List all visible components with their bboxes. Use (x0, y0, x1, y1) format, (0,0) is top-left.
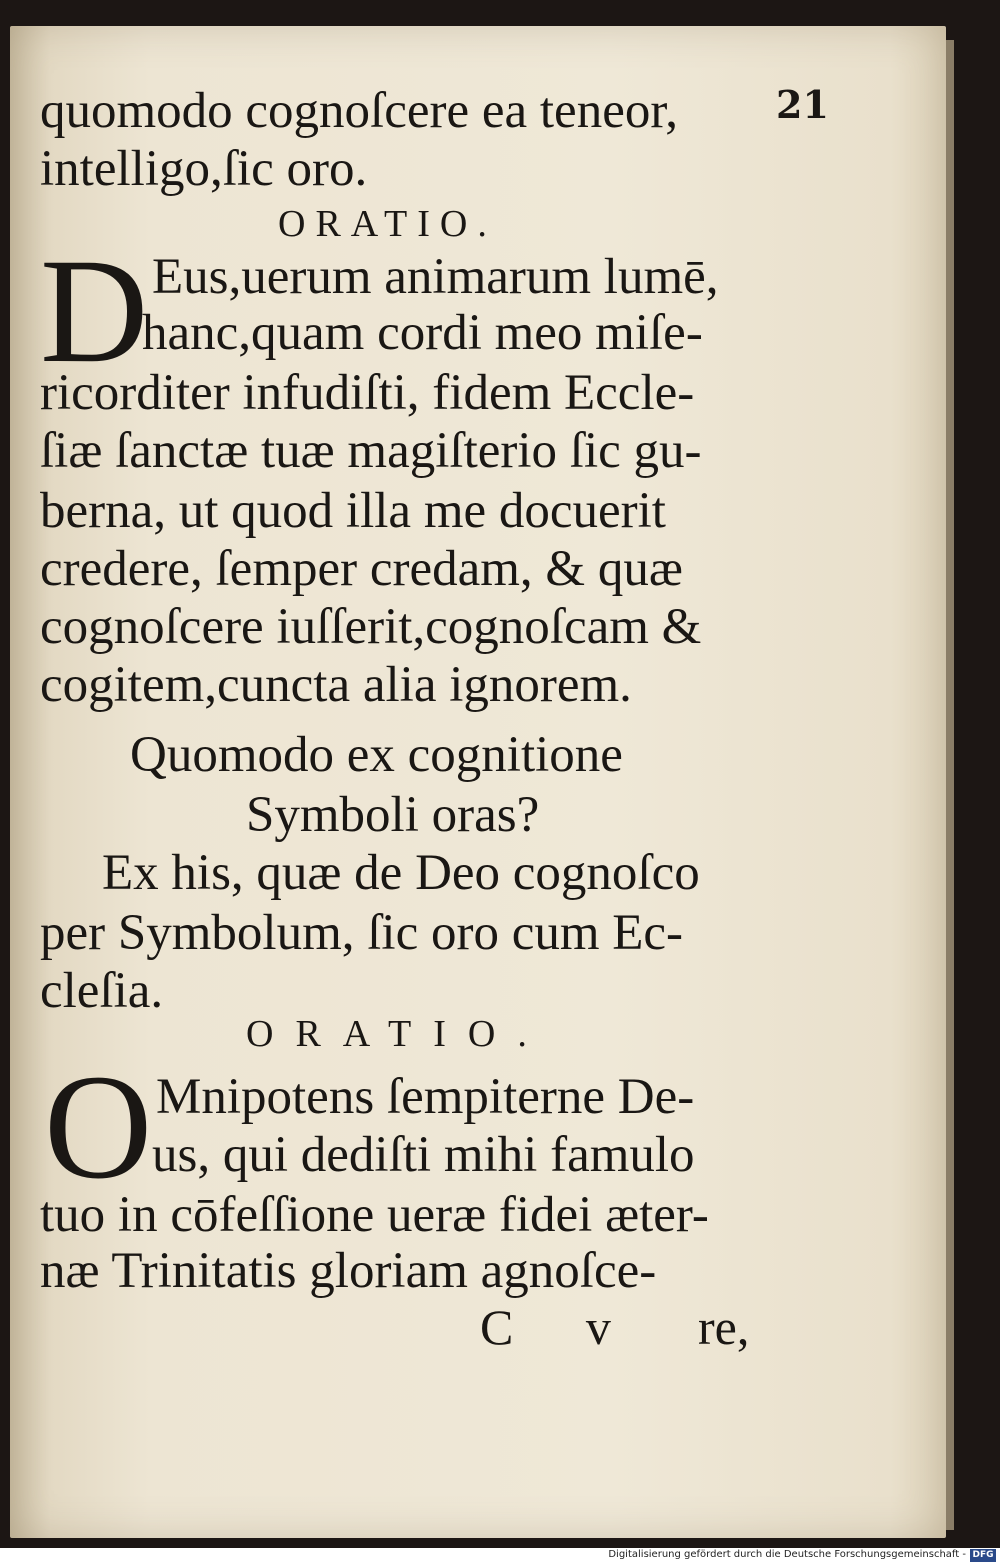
drop-cap: O (44, 1044, 153, 1210)
text-line: us, qui dediſti mihi famulo (152, 1127, 695, 1183)
dfg-logo: DFG (970, 1549, 996, 1562)
answer-line: per Symbolum, ſic oro cum Ec- (40, 905, 684, 961)
text-line: cogitem,cuncta alia ignorem. (40, 657, 632, 713)
text-line: tuo in cōfeſſione ueræ fidei æter- (40, 1187, 709, 1243)
text-line: cognoſcere iuſſerit,cognoſcam & (40, 599, 702, 655)
text-line: intelligo,ſic oro. (40, 141, 368, 197)
page-number: 21 (776, 82, 829, 127)
drop-cap: D (40, 228, 149, 394)
section-heading: ORATIO. (278, 203, 497, 245)
question-line: Symboli oras? (246, 787, 540, 843)
text-line: quomodo cognoſcere ea teneor, (40, 83, 679, 139)
catchword: re, (698, 1299, 750, 1355)
text-line: ſiæ ſanctæ tuæ magiſterio ſic gu- (40, 423, 702, 479)
question-line: Quomodo ex cognitione (130, 727, 623, 783)
text-line: Mnipotens ſempiterne De- (156, 1069, 695, 1125)
text-line: næ Trinitatis gloriam agnoſce- (40, 1243, 657, 1299)
text-line: Eus,uerum animarum lumē, (152, 249, 719, 305)
signature-mark: C v (480, 1299, 641, 1355)
funding-notice: Digitalisierung gefördert durch die Deutsche Forschungsgemeinschaft - (608, 1549, 966, 1560)
text-line: ricorditer infudiſti, fidem Eccle- (40, 365, 695, 421)
page-edge (946, 40, 954, 1530)
text-line: berna, ut quod illa me docuerit (40, 483, 666, 539)
text-line: hanc,quam cordi meo miſe- (142, 305, 703, 361)
section-heading: ORATIO. (246, 1013, 549, 1055)
answer-line: cleſia. (40, 963, 164, 1019)
text-line: credere, ſemper credam, & quæ (40, 541, 683, 597)
answer-line: Ex his, quæ de Deo cognoſco (102, 845, 700, 901)
